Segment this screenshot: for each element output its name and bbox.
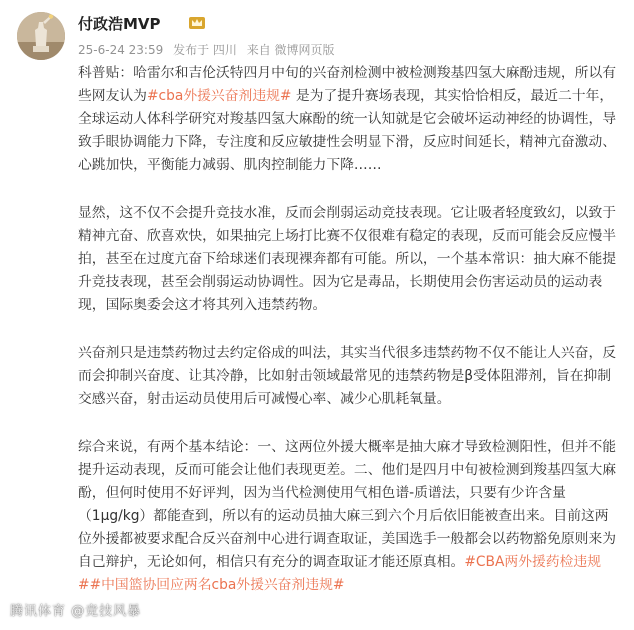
- post-content: [78, 62, 618, 622]
- paragraph-1-text-a: 科普贴：哈雷尔和吉伦沃特四月中旬的兴奋剂检测中被检测羧基四氢大麻酚违规，所以有些网友认为: [78, 65, 617, 104]
- user-avatar-statue-icon: [17, 12, 65, 60]
- published-location: 发布于 四川: [173, 43, 237, 57]
- timestamp[interactable]: 25-6-24 23:59: [78, 43, 164, 57]
- post-meta: [78, 41, 341, 58]
- avatar[interactable]: [17, 12, 65, 60]
- paragraph-1-text-b: 是为了提升赛场表现，其实恰恰相反，最近二十年，全球运动人体科学研究对羧基四氢大麻酚的统一认知就是它会破坏运动神经的协调性，导致手眼协调能力下降，专注度和反应敏捷性会明显下滑，反应时间延长，精神亢奋激动、心跳加快，平衡能力减弱、肌肉控制能力下降……: [78, 88, 617, 173]
- post-source: 来自 微博网页版: [246, 43, 335, 57]
- paragraph-3: 兴奋剂只是违禁药物过去约定俗成的叫法，其实当代很多违禁药物不仅不能让人兴奋，反而会抑制兴奋度、让其冷静，比如射击领域最常见的违禁药物是β受体阻滞剂，旨在抑制交感兴奋，射击运动员使用后可减慢心率、减少心肌耗氧量。: [78, 345, 617, 407]
- post-header: [17, 10, 617, 62]
- vip-crown-badge-icon: [188, 14, 206, 32]
- watermark: 腾讯体育 @竞技风暴: [10, 604, 142, 619]
- paragraph-2: 显然，这不仅不会提升竞技水准，反而会削弱运动竞技表现。它让吸者轻度致幻，以致于精神亢奋、欣喜欢快，如果抽完上场打比赛不仅很难有稳定的表现，反而可能会反应慢半拍，甚至在过度亢奋下给球迷们表现裸奔都有可能。所以，一个基本常识：抽大麻不能提升竞技表现，甚至会削弱运动协调性。因为它是毒品，长期使用会伤害运动员的运动表现，国际奥委会这才将其列入违禁药物。: [78, 205, 617, 313]
- user-name[interactable]: 付政浩MVP: [78, 15, 161, 33]
- paragraph-4-text: 综合来说，有两个基本结论：一、这两位外援大概率是抽大麻才导致检测阳性，但并不能提升运动表现，反而可能会让他们表现更差。二、他们是四月中旬被检测到羧基四氢大麻酚，但何时使用不好评判，因为当代检测使用气相色谱-质谱法，只要有少许含量（1μg/kg）都能查到，所以有的运动员抽大麻三到六个月后依旧能被查出来。目前这两位外援都被要求配合反兴奋剂中心进行调查取证，美国选手一般都会以药物豁免原则来为自己辩护，无论如何，相信只有充分的调查取证才能还原真相。: [78, 439, 617, 570]
- paragraph-1: [78, 62, 618, 177]
- topic-link[interactable]: #中国篮协回应两名cba外援兴奋剂违规#: [89, 577, 345, 593]
- topic-link[interactable]: #CBA两外援药检违规#: [78, 554, 601, 593]
- paragraph-4: [78, 436, 618, 597]
- topic-link[interactable]: #cba外援兴奋剂违规#: [146, 88, 292, 104]
